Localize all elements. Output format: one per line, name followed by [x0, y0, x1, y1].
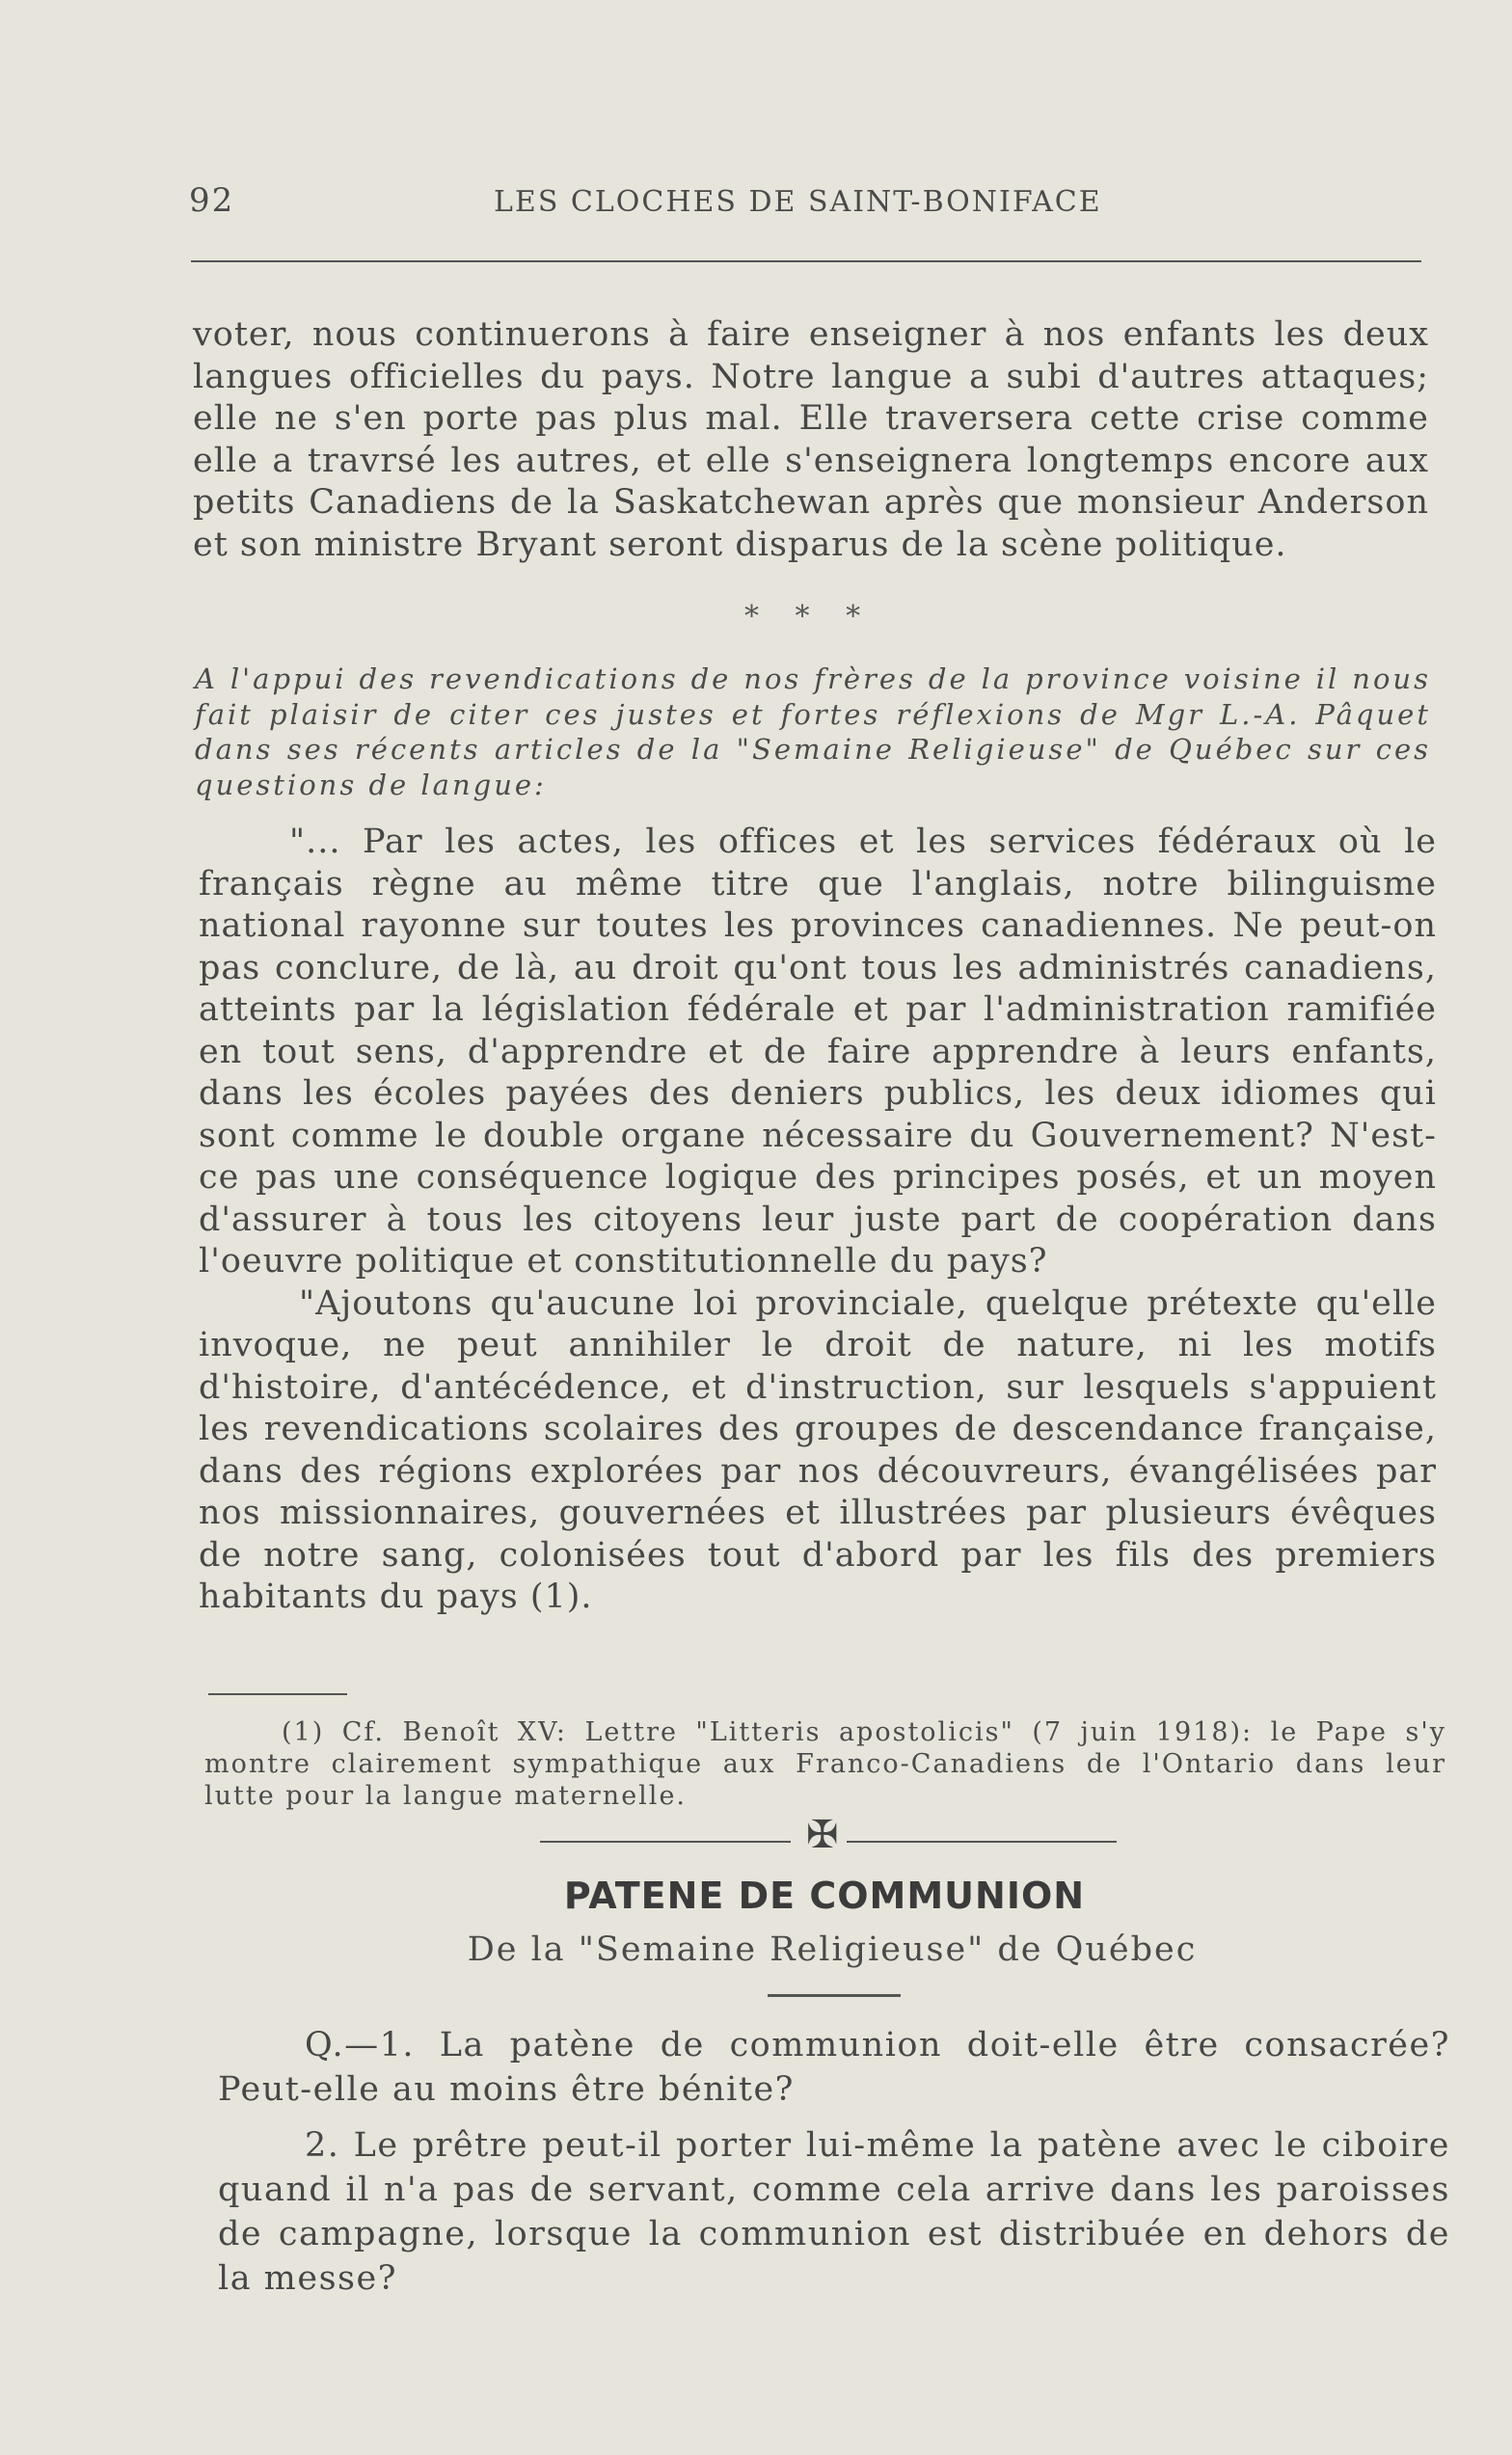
intro-italic: A l'appui des revendications de nos frères de la province voisine il nous fait plaisir de citer ces justes et fortes réflexions de Mgr L.-A. Pâquet dans ses récents articles de la "Semaine Religieuse" de Québec sur ces questions de langue:: [195, 662, 1431, 801]
quote-block: [199, 822, 1437, 1619]
footnote-text: (1) Cf. Benoît XV: Lettre "Litteris apostolicis" (7 juin 1918): le Pape s'y montre clairement sympathique aux Franco-Canadiens de l'Ontario dans leur lutte pour la langue maternelle.: [204, 1717, 1446, 1811]
section-title: PATENE DE COMMUNION: [563, 1875, 1086, 1917]
running-title: LES CLOCHES DE SAINT-BONIFACE: [494, 185, 1102, 219]
footnote-block: [204, 1716, 1446, 1812]
quote-paragraph-2: "Ajoutons qu'aucune loi provinciale, quelque prétexte qu'elle invoque, ne peut annihiler le droit de nature, ni les motifs d'histoire, d'antécédence, et d'instruction, sur lesquels s'appuient les revendications scolaires des groupes de descendance française, dans des régions explorées par nos découvreurs, évangélisées par nos missionnaires, gouvernées et illustrées par plusieurs évêques de notre sang, colonisées tout d'abord par les fils des premiers habitants du pays (1).: [199, 1283, 1437, 1616]
continued-paragraph-block: [193, 314, 1429, 566]
question-1: Q.—1. La patène de communion doit-elle être consacrée? Peut-elle au moins être bénite?: [218, 2026, 1450, 2109]
continued-paragraph: voter, nous continuerons à faire enseigner à nos enfants les deux langues officielles du pays. Notre langue a subi d'autres attaques; elle ne s'en porte pas plus mal. Elle traversera cette crise comme elle a travrsé les autres, et elle s'enseignera longtemps encore aux petits Canadiens de la Saskatchewan après que monsieur Anderson et son ministre Bryant seront disparus de la scène politique.: [193, 315, 1429, 564]
ornament-rule-right: [847, 1841, 1117, 1843]
cross-ornament-icon: ✠: [806, 1813, 839, 1857]
ornament-rule-left: [540, 1841, 791, 1843]
footnote-rule: [208, 1693, 347, 1695]
subtitle-rule: [768, 1994, 901, 1997]
section-subtitle: De la "Semaine Religieuse" de Québec: [467, 1930, 1198, 1969]
intro-block: [195, 661, 1431, 802]
questions-block: [218, 2023, 1450, 2312]
page-number: 92: [189, 181, 235, 220]
quote-paragraph-1: "... Par les actes, les offices et les services fédéraux où le français règne au même titre que l'anglais, notre bilinguisme national rayonne sur toutes les provinces canadiennes. Ne peut-on pas conclure, de là, au droit qu'ont tous les administrés canadiens, atteints par la législation fédérale et par l'administration ramifiée en tout sens, d'apprendre et de faire apprendre à leurs enfants, dans les écoles payées des deniers publics, les deux idiomes qui sont comme le double organe nécessaire du Gouvernement? N'est-ce pas une conséquence logique des principes posés, et un moyen d'assurer à tous les citoyens leur juste part de coopération dans l'oeuvre politique et constitutionnelle du pays?: [199, 823, 1437, 1281]
header-rule: [191, 260, 1421, 262]
question-2: 2. Le prêtre peut-il porter lui-même la patène avec le ciboire quand il n'a pas de servant, comme cela arrive dans les paroisses de campagne, lorsque la communion est distribuée en dehors de la messe?: [218, 2126, 1450, 2298]
asterism-separator: * * *: [744, 600, 875, 634]
